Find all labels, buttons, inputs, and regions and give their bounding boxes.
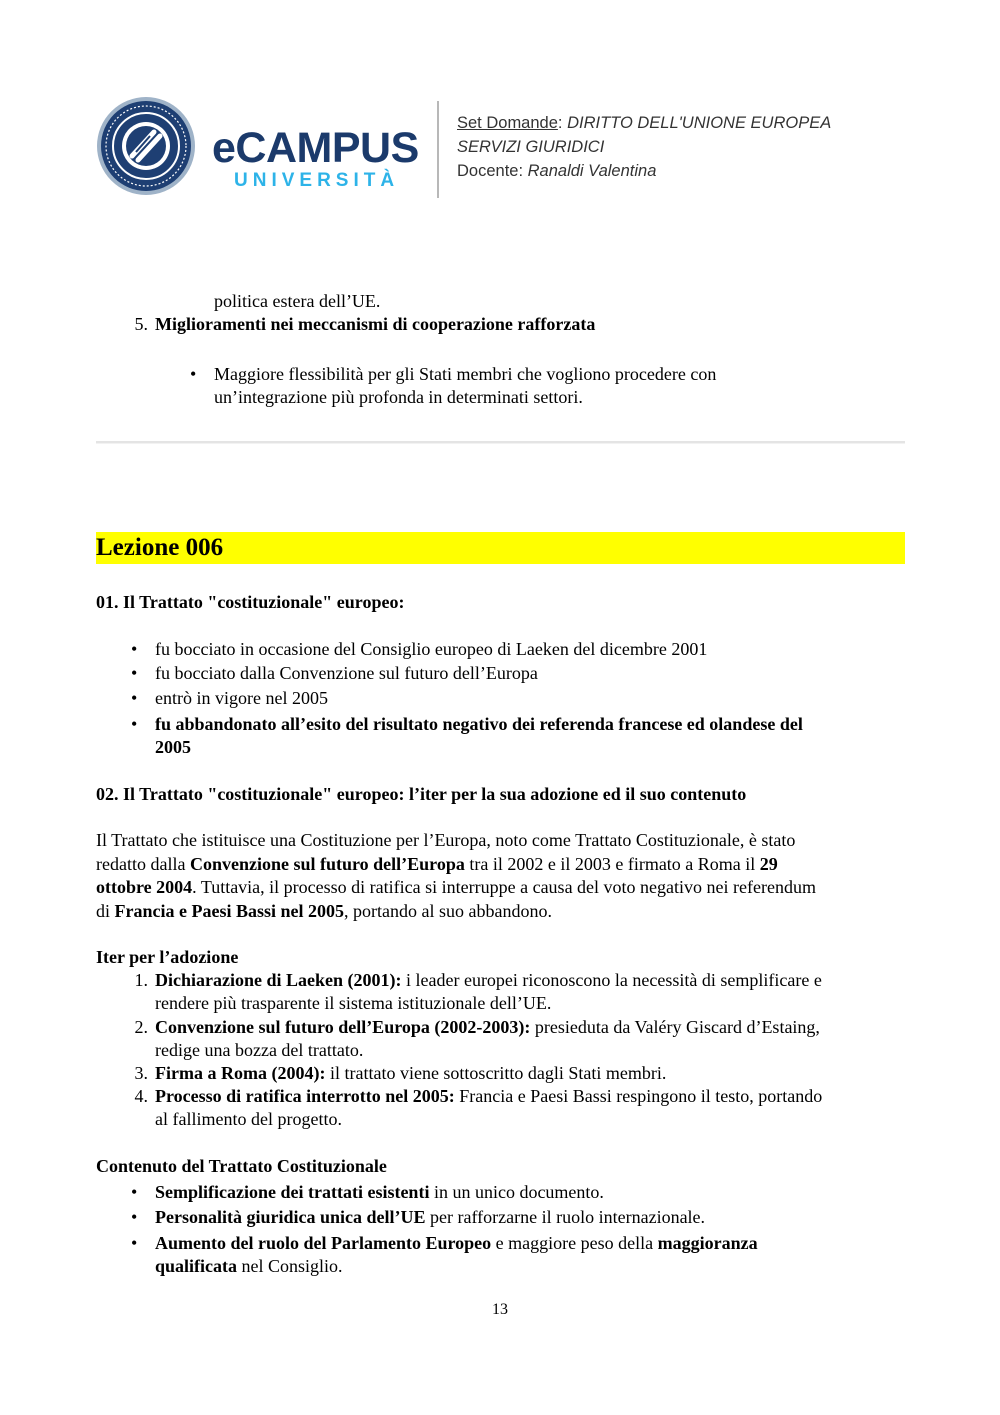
horizontal-rule: [96, 441, 905, 444]
ecampus-seal-logo: [96, 96, 196, 196]
bullet-icon: •: [190, 364, 197, 384]
bullet-icon: •: [131, 1207, 138, 1227]
iter-4-line-2: al fallimento del progetto.: [155, 1109, 342, 1129]
paragraph-line-3: ottobre 2004. Tuttavia, il processo di ratifica si interruppe a causa del voto negativo nei referendum: [96, 877, 816, 897]
logo-sub-text: UNIVERSITÀ: [234, 170, 400, 191]
question-2-title: 02. Il Trattato "costituzionale" europeo: l’iter per la sua adozione ed il suo contenuto: [96, 784, 747, 804]
content-title: Contenuto del Trattato Costituzionale: [96, 1156, 387, 1176]
question-1-option-4-line-2: 2005: [155, 737, 191, 757]
iter-3-number: 3.: [134, 1063, 148, 1083]
content-item-3-line-2: qualificata nel Consiglio.: [155, 1256, 343, 1276]
paragraph-line-4: di Francia e Paesi Bassi nel 2005, portando al suo abbandono.: [96, 901, 552, 921]
item-5-title: Miglioramenti nei meccanismi di cooperazione rafforzata: [155, 314, 596, 334]
iter-3-line-1: Firma a Roma (2004): il trattato viene sottoscritto dagli Stati membri.: [155, 1063, 667, 1083]
bullet-icon: •: [131, 639, 138, 659]
question-1-option-1: fu bocciato in occasione del Consiglio europeo di Laeken del dicembre 2001: [155, 639, 708, 659]
logo-main-text: eCAMPUS: [212, 124, 419, 172]
question-1-option-3: entrò in vigore nel 2005: [155, 688, 328, 708]
page-header: [96, 96, 916, 202]
bullet-icon: •: [131, 1233, 138, 1253]
set-value: DIRITTO DELL'UNIONE EUROPEA: [567, 114, 832, 132]
iter-4-number: 4.: [134, 1086, 148, 1106]
header-info: Set Domande: DIRITTO DELL'UNIONE EUROPEA SERVIZI GIURIDICI Docente: Ranaldi Valentina: [457, 114, 832, 180]
iter-title: Iter per l’adozione: [96, 947, 239, 967]
item-5-number: 5.: [134, 314, 148, 334]
docente-label: Docente: [457, 162, 519, 180]
header-separator: [437, 101, 439, 198]
question-1-option-2: fu bocciato dalla Convenzione sul futuro dell’Europa: [155, 663, 538, 683]
paragraph-line-1: Il Trattato che istituisce una Costituzione per l’Europa, noto come Trattato Costituzionale, è stato: [96, 830, 796, 850]
bullet-icon: •: [131, 688, 138, 708]
lesson-heading: Lezione 006: [96, 532, 905, 564]
content-item-2: Personalità giuridica unica dell’UE per rafforzarne il ruolo internazionale.: [155, 1207, 706, 1227]
iter-4-line-1: Processo di ratifica interrotto nel 2005: Francia e Paesi Bassi respingono il testo, portando: [155, 1086, 823, 1106]
bullet-icon: •: [131, 714, 138, 734]
paragraph-line-2: redatto dalla Convenzione sul futuro dell’Europa tra il 2002 e il 2003 e firmato a Roma il 29: [96, 854, 778, 874]
iter-2-line-1: Convenzione sul futuro dell’Europa (2002-2003): presieduta da Valéry Giscard d’Estaing,: [155, 1017, 820, 1037]
item-5-bullet-line-1: Maggiore flessibilità per gli Stati membri che vogliono procedere con: [214, 364, 717, 384]
question-1-option-4-line-1: fu abbandonato all’esito del risultato negativo dei referenda francese ed olandese del: [155, 714, 803, 734]
bullet-icon: •: [131, 1182, 138, 1202]
bullet-icon: •: [131, 663, 138, 683]
docente-value: Ranaldi Valentina: [527, 162, 657, 180]
set-value-2: SERVIZI GIURIDICI: [457, 138, 605, 156]
content-item-3-line-1: Aumento del ruolo del Parlamento Europeo e maggiore peso della maggioranza: [155, 1233, 758, 1253]
iter-2-number: 2.: [134, 1017, 148, 1037]
ecampus-wordmark: [212, 126, 419, 192]
content-item-1: Semplificazione dei trattati esistenti in un unico documento.: [155, 1182, 604, 1202]
iter-1-line-2: rendere più trasparente il sistema istituzionale dell’UE.: [155, 993, 552, 1013]
question-1-title: 01. Il Trattato "costituzionale" europeo:: [96, 592, 405, 612]
item-5-bullet-line-2: un’integrazione più profonda in determinati settori.: [214, 387, 583, 407]
set-label: Set Domande: [457, 114, 558, 132]
iter-2-line-2: redige una bozza del trattato.: [155, 1040, 364, 1060]
iter-1-line-1: Dichiarazione di Laeken (2001): i leader europei riconoscono la necessità di semplificare e: [155, 970, 822, 990]
continuation-line: politica estera dell’UE.: [214, 291, 381, 311]
iter-1-number: 1.: [134, 970, 148, 990]
page-number: 13: [492, 1301, 508, 1318]
